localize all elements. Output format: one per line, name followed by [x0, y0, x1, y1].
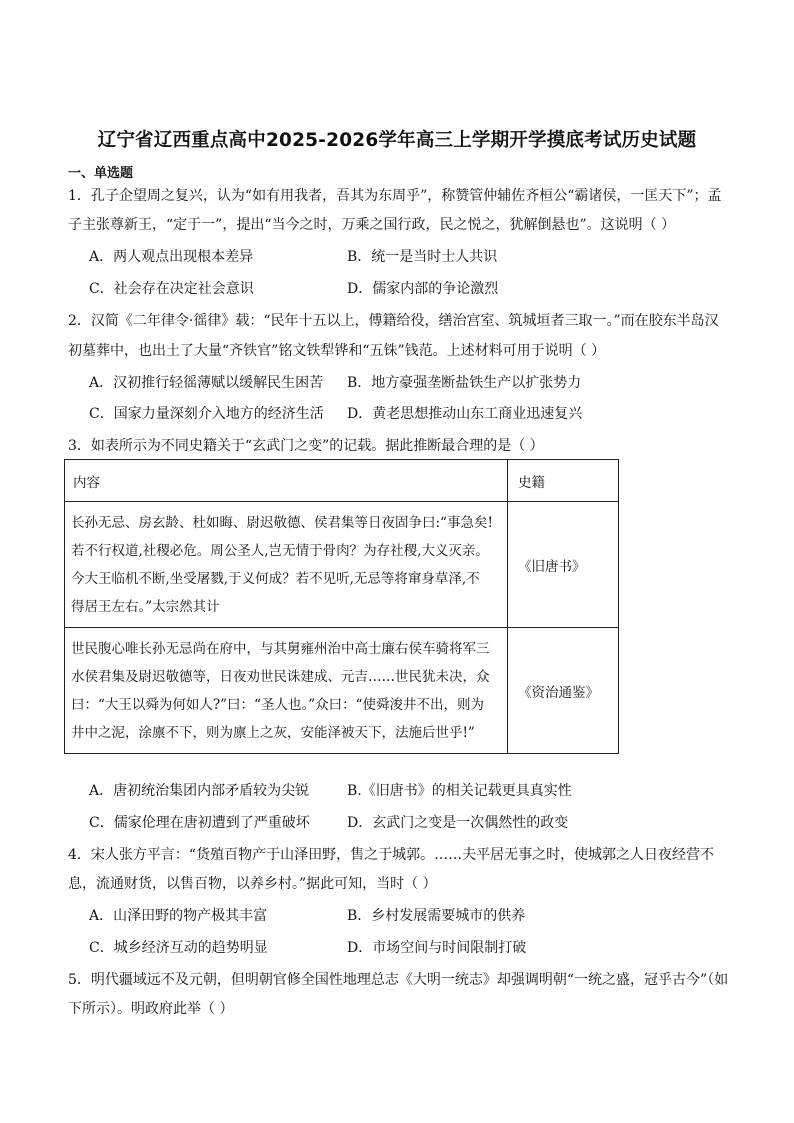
table-cell-line: 长孙无忌、房玄龄、杜如晦、尉迟敬德、侯君集等日夜固争曰:“事急矣!	[71, 515, 493, 531]
question-4-option-b: B．乡村发展需要城市的供养	[347, 908, 526, 924]
question-3-option-c: C．儒家伦理在唐初遭到了严重破坏	[89, 815, 310, 831]
question-2-option-b: B．地方豪强垄断盐铁生产以扩张势力	[347, 375, 582, 391]
question-4-line-1: 4．宋人张方平言：“货殖百物产于山泽田野，售之于城郭。……夫平居无事之时，使城郭之人日夜经营不	[68, 847, 715, 863]
table-cell-line: 世民腹心唯长孙无忌尚在府中，与其舅雍州治中高士廉右侯车骑将军三	[71, 641, 490, 657]
table-cell-line: 若不行权道,社稷必危。周公圣人,岂无情于骨肉？为存社稷,大义灭亲。	[71, 543, 489, 559]
question-1-line-1: 1．孔子企望周之复兴，认为“如有用我者，吾其为东周乎”，称赞管仲辅佐齐桓公“霸诸侯，一匡天下”；孟	[68, 188, 722, 204]
question-4-option-a: A．山泽田野的物产极其丰富	[89, 908, 268, 924]
table-header-source: 史籍	[508, 460, 619, 502]
table-cell-source: 《旧唐书》	[508, 502, 619, 628]
question-1-option-d: D．儒家内部的争论激烈	[347, 281, 499, 297]
question-2-option-d: D．黄老思想推动山东工商业迅速复兴	[347, 406, 583, 422]
table-row	[65, 502, 619, 628]
question-5-line-2: 下所示）。明政府此举（ ）	[68, 1001, 234, 1017]
question-1-option-a: A．两人观点出现根本差异	[89, 249, 254, 265]
question-3-option-d: D．玄武门之变是一次偶然性的政变	[347, 815, 569, 831]
question-4-line-2: 息，流通财货，以售百物，以养乡村。”据此可知，当时（ ）	[68, 876, 437, 892]
table-cell-line: 今大王临机不断,坐受屠戮,于义何成？若不见听,无忌等将窜身草泽,不	[71, 571, 480, 587]
section-heading: 一、单选题	[68, 166, 134, 181]
question-1-option-c: C．社会存在决定社会意识	[89, 281, 254, 297]
table-cell-content	[65, 628, 508, 754]
question-2-line-1: 2．汉简《二年律令·徭律》载：“民年十五以上，傅籍给役，缮治宫室、筑城垣者三取一。”而在胶东半岛汉	[68, 313, 719, 329]
table-cell-source: 《资治通鉴》	[508, 628, 619, 754]
question-5-line-1: 5．明代疆域远不及元朝，但明朝官修全国性地理总志《大明一统志》却强调明朝“一统之盛，冠乎古今”（如	[68, 972, 729, 988]
table-header-row	[65, 460, 619, 502]
table-row	[65, 628, 619, 754]
table-cell-content	[65, 502, 508, 628]
question-3-option-b: B.《旧唐书》的相关记载更具真实性	[347, 783, 572, 799]
question-2-line-2: 初墓葬中，也出土了大量“齐铁官”铭文铁犁铧和“五铢”钱范。上述材料可用于说明（ ）	[68, 343, 606, 359]
question-3-line-1: 3．如表所示为不同史籍关于“玄武门之变”的记载。据此推断最合理的是（ ）	[68, 438, 544, 454]
question-4-option-c: C．城乡经济互动的趋势明显	[89, 940, 268, 956]
question-2-option-c: C．国家力量深刻介入地方的经济生活	[89, 406, 324, 422]
table-cell-line: 曰：“大王以舜为何如人?”曰：“圣人也。”众曰：“使舜浚井不出，则为	[71, 697, 484, 713]
history-sources-table	[64, 459, 619, 754]
question-4-option-d: D．市场空间与时间限制打破	[347, 940, 527, 956]
table-header-content: 内容	[65, 460, 508, 502]
table-cell-line: 得居王左右。”太宗然其计	[71, 599, 220, 615]
question-3-option-a: A．唐初统治集团内部矛盾较为尖锐	[89, 783, 310, 799]
page-title: 辽宁省辽西重点高中2025-2026学年高三上学期开学摸底考试历史试题	[97, 130, 697, 151]
question-2-option-a: A．汉初推行轻徭薄赋以缓解民生困苦	[89, 375, 324, 391]
table-cell-line: 水侯君集及尉迟敬德等，日夜劝世民诛建成、元吉……世民犹未决，众	[71, 669, 490, 685]
question-1-line-2: 子主张尊新王，“定于一”，提出“当今之时，万乘之国行政，民之悦之，犹解倒悬也”。这说明（ ）	[68, 217, 676, 233]
table-cell-line: 井中之泥，涂廪不下，则为廪上之灰，安能泽被天下，法施后世乎!”	[71, 725, 475, 741]
question-1-option-b: B．统一是当时士人共识	[347, 249, 498, 265]
